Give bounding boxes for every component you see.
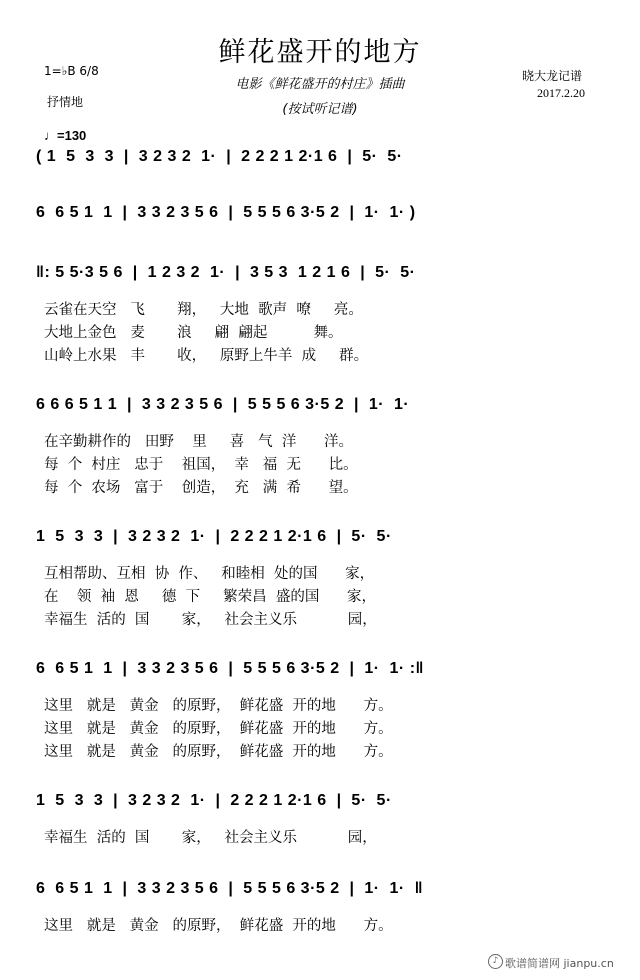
notation-line: 6 6 5 1 1 | 3 3 2 3 5 6 | 5 5 5 6 3·5 2 | 1· 1· )	[36, 204, 416, 221]
transcription-note: (按试听记谱)	[282, 102, 358, 117]
lyric-line: 互相帮助、互相 协 作、 和睦相 处的国 家，	[44, 566, 375, 582]
recorder-credit: 晓大龙记谱	[522, 69, 583, 83]
notation-line: 6 6 6 5 1 1 | 3 3 2 3 5 6 | 5 5 5 6 3·5 2 | 1· 1·	[36, 396, 410, 413]
lyric-line: 在 领 袖 恩 德 下 繁荣昌 盛的国 家，	[44, 589, 377, 605]
lyric-line: 每 个 农场 富于 创造， 充 满 希 望。	[44, 480, 358, 496]
lyric-line: 幸福生 活的 国 家， 社会主义乐 园，	[44, 830, 377, 846]
expression-mark: 抒情地	[47, 95, 84, 109]
lyric-line: 云雀在天空 飞 翔， 大地 歌声 嘹 亮。	[44, 302, 363, 318]
lyric-line: 这里 就是 黄金 的原野， 鲜花盛 开的地 方。	[44, 744, 393, 760]
subtitle: 电影《鲜花盛开的村庄》插曲	[235, 77, 405, 92]
key-signature: 1=♭B 6/8	[44, 64, 99, 78]
lyric-line: 这里 就是 黄金 的原野， 鲜花盛 开的地 方。	[44, 918, 393, 934]
lyric-line: 每 个 村庄 忠于 祖国， 幸 福 无 比。	[44, 457, 358, 473]
notation-line: 6 6 5 1 1 | 3 3 2 3 5 6 | 5 5 5 6 3·5 2 | 1· 1· :‖	[36, 660, 424, 677]
watermark-logo-icon: ♪	[488, 954, 503, 969]
lyric-line: 幸福生 活的 国 家， 社会主义乐 园，	[44, 612, 377, 628]
lyric-line: 大地上金色 麦 浪 翩 翩起 舞。	[44, 325, 343, 341]
watermark: 歌谱简谱网 jianpu.cn	[505, 957, 614, 970]
notation-line: ‖: 5 5·3 5 6 | 1 2 3 2 1· | 3 5 3 1 2 1 6 | 5· 5·	[36, 264, 416, 281]
lyric-line: 在辛勤耕作的 田野 里 喜 气 洋 洋。	[44, 434, 354, 450]
notation-line: ( 1 5 3 3 | 3 2 3 2 1· | 2 2 2 1 2·1 6 | 5· 5·	[36, 148, 403, 165]
record-date: 2017.2.20	[537, 86, 585, 100]
tempo-mark: ♩=130	[44, 128, 87, 143]
notation-line: 1 5 3 3 | 3 2 3 2 1· | 2 2 2 1 2·1 6 | 5· 5·	[36, 792, 392, 809]
notation-line: 6 6 5 1 1 | 3 3 2 3 5 6 | 5 5 5 6 3·5 2 | 1· 1· ‖	[36, 880, 424, 897]
page-title: 鲜花盛开的地方	[218, 37, 422, 68]
lyric-line: 山岭上水果 丰 收， 原野上牛羊 成 群。	[44, 348, 369, 364]
lyric-line: 这里 就是 黄金 的原野， 鲜花盛 开的地 方。	[44, 721, 393, 737]
lyric-line: 这里 就是 黄金 的原野， 鲜花盛 开的地 方。	[44, 698, 393, 714]
notation-line: 1 5 3 3 | 3 2 3 2 1· | 2 2 2 1 2·1 6 | 5· 5·	[36, 528, 392, 545]
